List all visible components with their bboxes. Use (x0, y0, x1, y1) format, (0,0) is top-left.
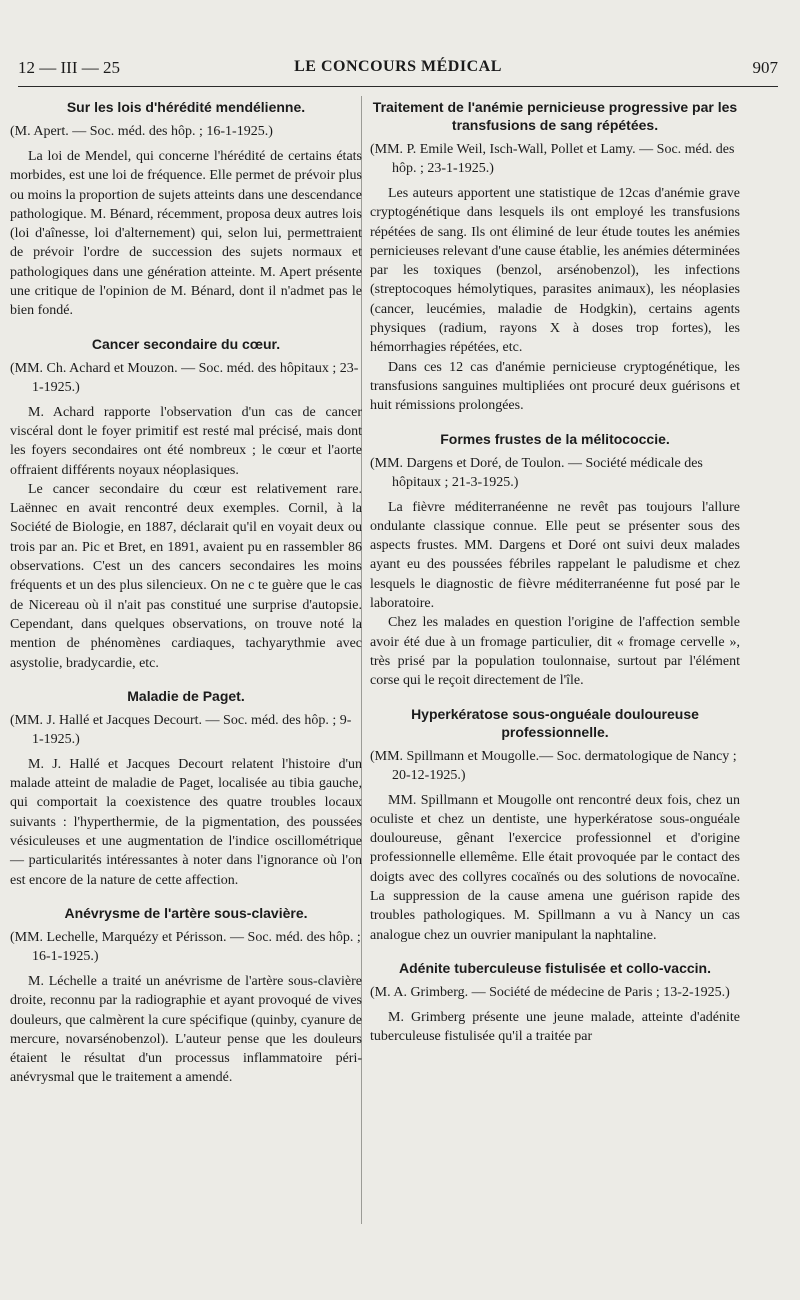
left-column (10, 98, 362, 1102)
article-title: Adénite tuberculeuse fistulisée et collo-vaccin. (399, 959, 711, 976)
article (370, 98, 740, 416)
paragraph: M. Grimberg présente une jeune malade, atteinte d'adénite tuberculeuse fistulisée qu'il a traitée par (370, 1009, 740, 1045)
paragraph: M. Achard rapporte l'observation d'un cas de cancer viscéral dont le foyer primitif est resté mal précisé, mais dont les foyers secondaires ont été nombreux ; le cœur et l'aorte offraient différents noyaux néoplasiques. (10, 404, 362, 478)
article (370, 959, 740, 1047)
article (10, 687, 362, 890)
article-body (10, 755, 362, 890)
article-title: Traitement de l'anémie pernicieuse progressive par les transfusions de sang répétées. (372, 99, 738, 133)
article-body (10, 972, 362, 1088)
article-title: Hyperkératose sous-onguéale douloureuse professionnelle. (411, 705, 699, 740)
article-title: Maladie de Paget. (127, 687, 245, 704)
paragraph: MM. Spillmann et Mougolle ont rencontré deux fois, chez un oculiste et chez un dentiste, une hyperkératose sous-onguéale douloureuse, gênant l'exercice professionnel et d'origine professionnelle ellemême. Elle était provoquée par le contact des doigts avec des collyres cocaïnés ou des solutions de novocaïne. La suppression de la cause amena une guérison rapide des troubles pathologiques. M. Spillmann a vu à Nancy un cas analogue chez un ouvrier manipulant la naphtaline. (370, 792, 740, 943)
article (10, 904, 362, 1088)
article (370, 705, 740, 945)
article-title: Cancer secondaire du cœur. (91, 335, 281, 352)
article-body (370, 791, 740, 945)
article-citation: (MM. Ch. Achard et Mouzon. — Soc. méd. des hôpitaux ; 23-1-1925.) (10, 360, 359, 395)
article-body (370, 1008, 740, 1047)
issue-date: 12 — III — 25 (18, 58, 120, 77)
page-number: 907 (752, 58, 778, 77)
page-header (18, 58, 778, 87)
paragraph: La loi de Mendel, qui concerne l'hérédité de certains états morbides, est une loi de fréquence. Elle permet de prévoir plus ou moins la proportion de sujets atteints dans une descendance pathologique. M. Bénard, récemment, proposa deux autres lois (loi d'aînesse, loi d'alternement) qui, selon lui, permettraient de prévoir l'ordre de succession des sujets normaux et pathologiques dans une génération atteinte. M. Apert présente une critique de l'opinion de M. Bénard, dont il n'admet pas le bien fondé. (10, 149, 362, 319)
journal-title: LE CONCOURS MÉDICAL (294, 58, 502, 75)
article-body (10, 403, 362, 673)
article-title: Formes frustes de la mélitococcie. (440, 430, 670, 447)
article-title: Sur les lois d'hérédité mendélienne. (66, 99, 306, 115)
article-citation: (MM. Dargens et Doré, de Toulon. — Société médicale des hôpitaux ; 21-3-1925.) (370, 455, 703, 490)
paragraph: Dans ces 12 cas d'anémie pernicieuse cryptogénétique, les transfusions sanguines multipliées ont procuré deux guérisons et huit rémissions prolongées. (370, 359, 740, 414)
article-body (370, 184, 740, 416)
article-citation: (MM. J. Hallé et Jacques Decourt. — Soc. méd. des hôp. ; 9-1-1925.) (10, 712, 352, 747)
article-body (370, 498, 740, 691)
right-column (370, 98, 740, 1061)
article-body (10, 147, 362, 321)
paragraph: La fièvre méditerranéenne ne revêt pas toujours l'allure ondulante classique connue. Elle peut se présenter sous des aspects frustes. MM. Dargens et Doré ont suivi deux malades ayant eu des poussées fébriles rappelant le paludisme et chez lesquels le diagnostic de fièvre méditerranéenne fut posé par le laboratoire. (370, 499, 740, 612)
paragraph: Le cancer secondaire du cœur est relativement rare. Laënnec en avait rencontré deux exemples. Cornil, à la Société de Biologie, en 1887, déclarait qu'il en voyait deux ou trois par an. Pic et Bret, en 1891, avaient pu en rassembler 86 observations. C'est un des cancers secondaires les moins fréquents et un des plus silencieux. On ne c te guère que le cas de Nicereau où il n'ait pas constitué une surprise d'autopsie. Cependant, dans quelques observations, on trouve noté la mention de phénomènes cardiaques, tachyarythmie avec asystolie, bradycardie, etc. (10, 481, 362, 671)
article-title: Anévrysme de l'artère sous-clavière. (64, 904, 308, 921)
article-citation: (M. Apert. — Soc. méd. des hôp. ; 16-1-1925.) (10, 124, 273, 139)
article (10, 98, 362, 321)
article-citation: (MM. P. Emile Weil, Isch-Wall, Pollet et Lamy. — Soc. méd. des hôp. ; 23-1-1925.) (370, 142, 735, 176)
article-citation: (M. A. Grimberg. — Société de médecine de Paris ; 13-2-1925.) (370, 984, 730, 1000)
article (10, 335, 362, 673)
paragraph: Les auteurs apportent une statistique de 12cas d'anémie grave cryptogénétique dans lesquels ils ont employé les transfusions répétées de sang. Ils ont éliminé de leur étude toutes les anémies pernicieuses relevant d'une cause établie, les anémies déterminées par les toxiques (benzol, arsénobenzol), les infections (streptocoques hémolytiques, parasites animaux), les néoplasies (cancer, leucémies, maladie de Hodgkin), certains agents physiques (radium, rayons X à doses trop fortes), les hémorrhagies répétées, etc. (370, 186, 740, 356)
article (370, 430, 740, 691)
article-citation: (MM. Spillmann et Mougolle.— Soc. dermatologique de Nancy ; 20-12-1925.) (370, 748, 737, 783)
paragraph: Chez les malades en question l'origine de l'affection semble avoir été due à un fromage particulier, dit « fromage cervelle », très prisé par la population toulonnaise, surtout par l'élément corse qui le reçoit directement de l'île. (370, 615, 740, 689)
paragraph: M. J. Hallé et Jacques Decourt relatent l'histoire d'un malade atteint de maladie de Paget, localisée au tibia gauche, qui comportait la coexistence des quatre troubles locaux suivants : l'hyperthermie, de la pigmentation, des poussées vésiculeuses et une augmentation de l'indice oscillométrique — particularités intéressantes à noter dans l'ignorance où l'on est encore de la nature de cette affection. (10, 756, 362, 888)
article-citation: (MM. Lechelle, Marquézy et Périsson. — Soc. méd. des hôp. ; 16-1-1925.) (10, 929, 361, 964)
paragraph: M. Léchelle a traité un anévrisme de l'artère sous-clavière droite, reconnu par la radiographie et ayant provoqué de vives douleurs, que calmèrent la cure spécifique (quinby, cyanure de mercure, novarsénobenzol). L'auteur pense que les douleurs étaient le résultat d'un processus inflammatoire péri-anévrysmal que le traitement a amendé. (10, 973, 362, 1086)
